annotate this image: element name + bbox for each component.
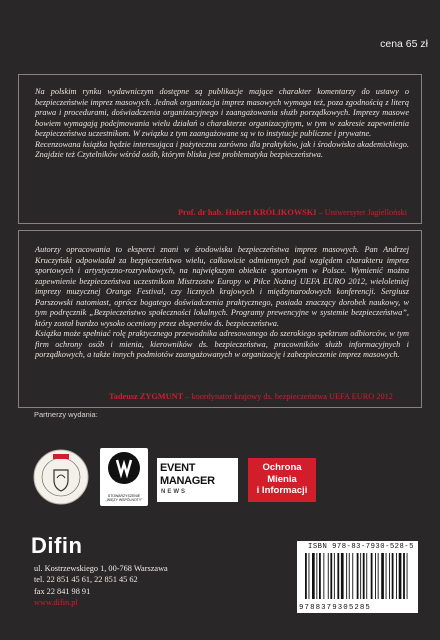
review-1-signature: [178, 208, 407, 217]
barcode-bar: [305, 553, 307, 599]
contact-fax: fax 22 841 98 91: [34, 586, 91, 596]
barcode-bar: [352, 553, 353, 599]
barcode-bar: [363, 553, 365, 599]
barcode-bars: [303, 553, 412, 601]
logo4-line1: Ochrona: [262, 462, 302, 473]
barcode-bar: [346, 553, 347, 599]
contact-tel: tel. 22 851 45 61, 22 851 45 62: [34, 575, 138, 585]
barcode-bar: [407, 553, 408, 599]
price-label: cena 65 zł: [380, 38, 428, 50]
review-2-signature-name: Tadeusz ZYGMUNT: [109, 392, 184, 401]
review-1-paragraph-1: Na polskim rynku wydawniczym dostępne są publikacje mające charakter komentarzy do ustawy o bezpieczeństwie imprez masowych. Jednak organizacja imprez masowych wymaga też, poza zgodnością z literą prawa i procedurami, doświadczenia organizacyjnego i zaangażowania służb porządkowych. Imprezy masowe bowiem wymagają podejmowania wielu działań o charakterze organizacyjnym, w tym w zakresie zapewnienia bezpieczeństwa uczestnikom. W związku z tym zaangażowane są w to instytucje publiczne i prywatne.: [35, 87, 409, 139]
logo4-line3: i Informacji: [256, 485, 308, 496]
barcode: [297, 541, 418, 613]
review-2-paragraph-2: Książka może spełniać rolę praktycznego przewodnika adresowanego do szerokiego spektrum odbiorców, w tym firm ochrony osób i mienia, kierowników ds. bezpieczeństwa, pracowników służb informacyjnych i porządkowych, a także innych podmiotów zaangażowanych w organizację i zabezpieczenie imprez masowych.: [35, 329, 409, 360]
review-1-paragraph-2: Recenzowana książka będzie interesująca i pożyteczna zarówno dla praktyków, jak i środowiska akademickiego. Znajdzie też Czytelników wśród osób, którym bliska jest problematyka bezpieczeństwa.: [35, 139, 409, 160]
wiezy-wspolnoty-logo: [100, 448, 148, 506]
review-2-signature: [109, 392, 393, 401]
barcode-bar: [357, 553, 359, 599]
barcode-bar: [323, 553, 324, 599]
barcode-bar: [360, 553, 361, 599]
logo3-line1: EVENT: [160, 462, 196, 474]
barcode-bar: [386, 553, 387, 599]
polska-izba-ochrony-logo: [32, 448, 90, 506]
barcode-bar: [399, 553, 402, 599]
ochrona-mienia-logo: [248, 458, 316, 502]
barcode-bar: [371, 553, 373, 599]
review-box-2: [18, 230, 422, 408]
barcode-bar: [309, 553, 310, 599]
contact-address: ul. Kostrzewskiego 1, 00-768 Warszawa: [34, 564, 168, 573]
review-2-paragraph-1: Autorzy opracowania to eksperci znani w środowisku bezpieczeństwa imprez masowych. Pan Andrzej Kruczyński odpowiadał za bezpieczeństwo wielu, całkowicie odmiennych pod względem charakteru imprez sportowych i artystyczno-rozrywkowych, na największym obiekcie sportowym w Polsce. Wymienić można zapewnienie bezpieczeństwa uczestnikom Mistrzostw Europy w Piłce Nożnej UEFA EURO 2012, wieloletniej imprezy muzycznej Orange Festival, czy licznych krajowych i międzynarodowych konferencji. Sergiusz Parszowski natomiast, oprócz bogatego doświadczenia praktycznego, posiada znaczący dorobek naukowy, w tym podręcznik „Bezpieczeństwo społeczności lokalnych. Programy prewencyjne w systemie bezpieczeństwa”, który został bardzo wysoko oceniony przez ekspertów ds. bezpieczeństwa.: [35, 245, 409, 328]
review-1-signature-name: Prof. dr hab. Hubert KRÓLIKOWSKI: [177, 208, 317, 217]
logo3-line2: MANAGER: [160, 475, 215, 487]
barcode-bar: [319, 553, 321, 599]
publisher-contact: [34, 563, 168, 608]
barcode-bar: [375, 553, 376, 599]
contact-url[interactable]: www.difin.pl: [34, 597, 78, 607]
wiezy-wspolnoty-caption: STOWARZYSZENIE „WIĘZY WSPÓLNOTY”: [105, 494, 143, 502]
barcode-bar: [330, 553, 332, 599]
barcode-bar: [312, 553, 315, 599]
barcode-bar: [396, 553, 397, 599]
barcode-bar: [334, 553, 335, 599]
isbn-text: ISBN 978-83-7930-528-5: [308, 543, 414, 551]
barcode-bar: [316, 553, 317, 599]
event-manager-news-logo: [157, 458, 238, 502]
review-2-signature-affiliation: – koordynator krajowy ds. bezpieczeństwa UEFA EURO 2012: [183, 392, 393, 401]
publisher-logo: Difin: [31, 533, 83, 558]
barcode-bar: [328, 553, 329, 599]
review-box-1: [18, 74, 422, 224]
partners-label: Partnerzy wydania:: [34, 410, 98, 419]
ean-text: 9788379305285: [299, 604, 371, 612]
barcode-bar: [389, 553, 390, 599]
barcode-bar: [381, 553, 384, 599]
barcode-bar: [403, 553, 405, 599]
barcode-bar: [337, 553, 339, 599]
review-1-signature-affiliation: – Uniwersytet Jagielloński: [316, 208, 407, 217]
barcode-bar: [341, 553, 344, 599]
barcode-bar: [349, 553, 350, 599]
barcode-bar: [392, 553, 394, 599]
logo3-line3: NEWS: [161, 489, 187, 495]
logo4-line2: Mienia: [267, 473, 297, 485]
barcode-bar: [366, 553, 367, 599]
barcode-bar: [378, 553, 379, 599]
